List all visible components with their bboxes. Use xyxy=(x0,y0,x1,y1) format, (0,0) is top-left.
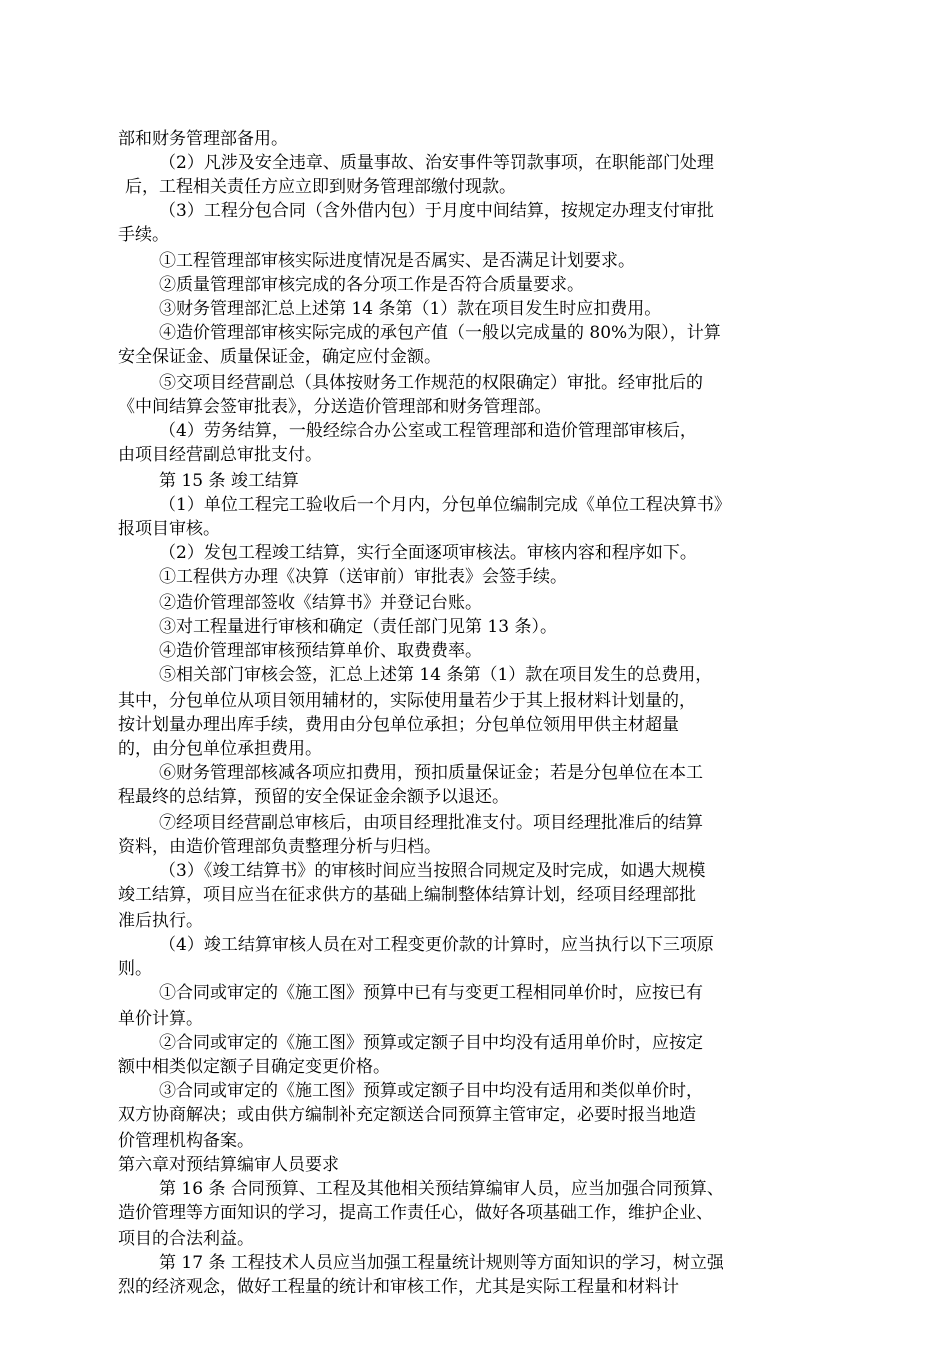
text-line: ⑤相关部门审核会签，汇总上述第 14 条第（1）款在项目发生的总费用， xyxy=(159,665,713,685)
text-line: 第 16 条 合同预算、工程及其他相关预结算编审人员，应当加强合同预算、 xyxy=(159,1179,724,1199)
text-line: （1）单位工程完工验收后一个月内，分包单位编制完成《单位工程决算书》 xyxy=(159,495,731,515)
text-line: ③对工程量进行审核和确定（责任部门见第 13 条）。 xyxy=(159,617,557,637)
text-line: 双方协商解决；或由供方编制补充定额送合同预算主管审定，必要时报当地造 xyxy=(118,1105,696,1125)
text-line: ①工程管理部审核实际进度情况是否属实、是否满足计划要求。 xyxy=(159,251,635,271)
text-line: 报项目审核。 xyxy=(118,519,220,539)
text-line: 烈的经济观念，做好工程量的统计和审核工作，尤其是实际工程量和材料计 xyxy=(118,1277,679,1297)
text-line: 其中，分包单位从项目领用辅材的，实际使用量若少于其上报材料计划量的， xyxy=(118,691,696,711)
text-line: ⑤交项目经营副总（具体按财务工作规范的权限确定）审批。经审批后的 xyxy=(159,373,703,393)
text-line: 程最终的总结算，预留的安全保证金余额予以退还。 xyxy=(118,787,509,807)
text-line: ②造价管理部签收《结算书》并登记台账。 xyxy=(159,593,482,613)
text-line: 后，工程相关责任方应立即到财务管理部缴付现款。 xyxy=(125,177,516,197)
chapter-heading: 第六章对预结算编审人员要求 xyxy=(118,1155,339,1175)
text-line: 由项目经营副总审批支付。 xyxy=(118,445,322,465)
text-line: 第 15 条 竣工结算 xyxy=(159,471,299,491)
text-line: （4）劳务结算，一般经综合办公室或工程管理部和造价管理部审核后， xyxy=(159,421,697,441)
text-line: 造价管理等方面知识的学习，提高工作责任心，做好各项基础工作，维护企业、 xyxy=(118,1203,713,1223)
text-line: 第 17 条 工程技术人员应当加强工程量统计规则等方面知识的学习，树立强 xyxy=(159,1253,724,1273)
text-line: 准后执行。 xyxy=(118,911,203,931)
text-line: 单价计算。 xyxy=(118,1009,203,1029)
text-line: （2）凡涉及安全违章、质量事故、治安事件等罚款事项，在职能部门处理 xyxy=(159,153,714,173)
text-line: ⑥财务管理部核减各项应扣费用，预扣质量保证金；若是分包单位在本工 xyxy=(159,763,703,783)
text-line: ④造价管理部审核预结算单价、取费费率。 xyxy=(159,641,482,661)
text-line: 的，由分包单位承担费用。 xyxy=(118,739,322,759)
text-line: （3）工程分包合同（含外借内包）于月度中间结算，按规定办理支付审批 xyxy=(159,201,714,221)
text-line: 部和财务管理部备用。 xyxy=(118,129,288,149)
text-line: （4）竣工结算审核人员在对工程变更价款的计算时，应当执行以下三项原 xyxy=(159,935,714,955)
text-line: （3）《竣工结算书》的审核时间应当按照合同规定及时完成，如遇大规模 xyxy=(159,861,706,881)
text-line: ⑦经项目经营副总审核后，由项目经理批准支付。项目经理批准后的结算 xyxy=(159,813,703,833)
text-line: ①合同或审定的《施工图》预算中已有与变更工程相同单价时，应按已有 xyxy=(159,983,703,1003)
text-line: （2）发包工程竣工结算，实行全面逐项审核法。审核内容和程序如下。 xyxy=(159,543,697,563)
text-line: 额中相类似定额子目确定变更价格。 xyxy=(118,1057,390,1077)
text-line: 按计划量办理出库手续，费用由分包单位承担；分包单位领用甲供主材超量 xyxy=(118,715,679,735)
text-line: ③合同或审定的《施工图》预算或定额子目中均没有适用和类似单价时， xyxy=(159,1081,703,1101)
text-line: 项目的合法利益。 xyxy=(118,1229,254,1249)
text-line: ②合同或审定的《施工图》预算或定额子目中均没有适用单价时，应按定 xyxy=(159,1033,703,1053)
text-line: 价管理机构备案。 xyxy=(118,1131,254,1151)
text-line: 安全保证金、质量保证金，确定应付金额。 xyxy=(118,347,441,367)
text-line: 竣工结算，项目应当在征求供方的基础上编制整体结算计划，经项目经理部批 xyxy=(118,885,696,905)
text-line: 资料，由造价管理部负责整理分析与归档。 xyxy=(118,837,441,857)
text-line: ①工程供方办理《决算（送审前）审批表》会签手续。 xyxy=(159,567,567,587)
text-line: ④造价管理部审核实际完成的承包产值（一般以完成量的 80%为限），计算 xyxy=(159,323,721,343)
text-line: ②质量管理部审核完成的各分项工作是否符合质量要求。 xyxy=(159,275,584,295)
text-line: 《中间结算会签审批表》，分送造价管理部和财务管理部。 xyxy=(118,397,552,417)
text-line: ③财务管理部汇总上述第 14 条第（1）款在项目发生时应扣费用。 xyxy=(159,299,662,319)
text-line: 则。 xyxy=(118,959,152,979)
text-line: 手续。 xyxy=(118,225,169,245)
